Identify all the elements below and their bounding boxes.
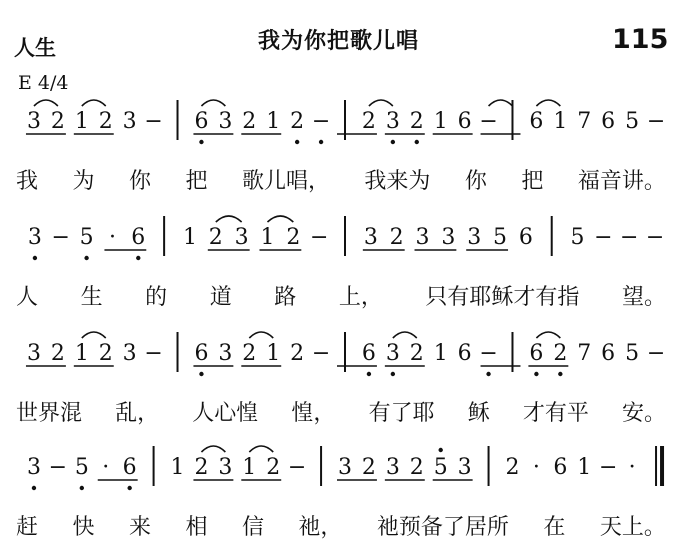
note: 2	[50, 341, 65, 366]
note: 5	[625, 109, 640, 134]
slur	[201, 446, 225, 452]
octave-dot-below	[199, 372, 203, 376]
note: ·	[108, 225, 116, 250]
note: 5	[493, 225, 508, 250]
note: 6	[529, 109, 544, 134]
note: 3	[26, 455, 41, 480]
page-number: 115	[612, 24, 669, 55]
note: 2	[409, 455, 424, 480]
note: 2	[242, 109, 257, 134]
note: 2	[266, 455, 281, 480]
note: 2	[389, 225, 404, 250]
lyric-word: 道	[209, 285, 232, 310]
note: ·	[628, 455, 636, 480]
note: −	[598, 455, 618, 480]
note: −	[144, 109, 163, 134]
note: −	[311, 109, 331, 134]
note: 3	[27, 225, 42, 250]
note: 3	[441, 225, 456, 250]
note: 3	[26, 109, 41, 134]
lyric-word: 生	[80, 285, 103, 310]
lyric-word: 上，	[338, 285, 383, 310]
note: 2	[409, 109, 424, 134]
lyric-word: 的	[145, 285, 168, 310]
note: 3	[218, 341, 233, 366]
note: 3	[218, 455, 233, 480]
note: ·	[102, 455, 110, 480]
note: 1	[266, 109, 281, 134]
note: 3	[467, 225, 482, 250]
note: 3	[457, 455, 472, 480]
lyric-word: 人	[16, 285, 39, 310]
note: −	[309, 225, 329, 250]
lyric-word: 路	[274, 285, 297, 310]
lyric-word: 福音讲。	[577, 169, 666, 194]
section-label: 人生	[14, 36, 56, 60]
note: 2	[194, 455, 209, 480]
lyric-word: 快	[72, 515, 95, 540]
octave-dot-below	[199, 140, 203, 144]
note: −	[479, 341, 498, 366]
lyric-word: 只有耶稣才有指	[425, 285, 580, 310]
slur	[249, 446, 273, 452]
slur	[489, 100, 513, 106]
note: 5	[74, 455, 89, 480]
lyric-word: 望。	[621, 285, 666, 310]
note: 5	[433, 455, 448, 480]
lyric-word: 赶	[16, 515, 39, 540]
octave-dot-below	[33, 256, 37, 260]
note: 2	[286, 225, 301, 250]
slur	[393, 332, 417, 338]
slur	[536, 332, 560, 338]
slur	[34, 100, 58, 106]
note: 2	[505, 455, 520, 480]
note: 3	[338, 455, 352, 480]
note: −	[594, 225, 613, 250]
note: −	[48, 455, 68, 480]
octave-dot-above	[439, 448, 443, 452]
note: −	[287, 455, 307, 480]
note: 3	[385, 109, 400, 134]
octave-dot-below	[80, 486, 84, 490]
note: 5	[79, 225, 94, 250]
octave-dot-below	[415, 140, 419, 144]
note: 6	[601, 341, 616, 366]
lyric-line-3	[16, 396, 666, 427]
note: 1	[182, 225, 197, 250]
note: 2	[290, 341, 305, 366]
note: 1	[553, 109, 568, 134]
lyric-word: 来	[128, 515, 151, 540]
lyric-word: 信	[241, 515, 264, 540]
note: 3	[122, 341, 137, 366]
note: 3	[234, 225, 249, 250]
note: 6	[553, 455, 568, 480]
song-title: 我为你把歌儿唱	[258, 29, 420, 54]
note: 2	[361, 455, 376, 480]
slur	[82, 332, 106, 338]
note: 6	[457, 341, 472, 366]
lyric-word: 稣	[467, 401, 490, 426]
lyric-word: 把	[185, 169, 208, 194]
note: 3	[385, 341, 400, 366]
octave-dot-below	[391, 140, 395, 144]
note: 2	[290, 109, 305, 134]
note: −	[479, 109, 498, 134]
note: 7	[577, 341, 592, 366]
note: 6	[518, 225, 533, 250]
note: −	[646, 341, 666, 366]
note: −	[51, 225, 70, 250]
slur	[216, 216, 242, 222]
note: 6	[122, 455, 137, 480]
lyric-word: 歌儿唱，	[241, 169, 330, 194]
lyric-line-4	[16, 510, 666, 541]
lyric-word: 相	[185, 515, 208, 540]
note: 1	[433, 109, 448, 134]
lyric-line-1	[16, 164, 666, 195]
lyric-word: 惶，	[291, 401, 336, 426]
note: 1	[266, 341, 281, 366]
note: 3	[363, 225, 378, 250]
octave-dot-below	[84, 256, 88, 260]
note: 6	[131, 225, 146, 250]
note: 5	[570, 225, 585, 250]
note: 2	[242, 341, 257, 366]
note: 2	[98, 109, 113, 134]
lyric-word: 安。	[621, 401, 666, 426]
note: 6	[194, 341, 209, 366]
note: −	[620, 225, 639, 250]
note: 2	[409, 341, 424, 366]
lyric-word: 我	[16, 169, 39, 194]
lyric-word: 祂预备了居所	[376, 515, 509, 540]
octave-dot-below	[136, 256, 140, 260]
note: 1	[74, 341, 89, 366]
note: −	[144, 341, 163, 366]
note: 2	[208, 225, 223, 250]
octave-dot-below	[486, 372, 490, 376]
note: 2	[50, 109, 65, 134]
note: 3	[415, 225, 430, 250]
note: 6	[361, 341, 376, 366]
octave-dot-below	[534, 372, 538, 376]
note: 6	[601, 109, 616, 134]
note: 1	[260, 225, 275, 250]
note: 1	[242, 455, 257, 480]
note: 5	[625, 341, 640, 366]
note: 1	[74, 109, 89, 134]
note: 3	[218, 109, 233, 134]
slur	[249, 332, 273, 338]
note: 3	[122, 109, 137, 134]
note: 6	[457, 109, 472, 134]
slur	[82, 100, 106, 106]
note: 1	[170, 455, 185, 480]
lyric-word: 天上。	[599, 515, 666, 540]
octave-dot-below	[127, 486, 131, 490]
note: 3	[385, 455, 400, 480]
lyric-word: 为	[72, 169, 95, 194]
lyric-word: 把	[521, 169, 544, 194]
note: 7	[577, 109, 592, 134]
lyric-word: 乱，	[115, 401, 160, 426]
key-signature: E 4/4	[18, 72, 69, 94]
note: −	[645, 225, 665, 250]
note: 2	[361, 109, 376, 134]
slur	[267, 216, 293, 222]
slur	[536, 100, 560, 106]
octave-dot-below	[391, 372, 395, 376]
lyric-word: 世界混	[16, 401, 83, 426]
note: 3	[26, 341, 41, 366]
octave-dot-below	[319, 140, 323, 144]
note: −	[646, 109, 666, 134]
octave-dot-below	[32, 486, 36, 490]
lyric-word: 你	[128, 169, 151, 194]
slur	[369, 100, 393, 106]
note: 6	[194, 109, 209, 134]
lyric-word: 我来为	[364, 169, 431, 194]
note: −	[311, 341, 331, 366]
note: 1	[433, 341, 448, 366]
lyric-word: 才有平	[522, 401, 589, 426]
lyric-word: 人心惶	[192, 401, 259, 426]
lyric-word: 在	[543, 515, 566, 540]
note: 1	[577, 455, 592, 480]
note: 2	[553, 341, 568, 366]
octave-dot-below	[558, 372, 562, 376]
lyric-line-2	[16, 280, 666, 311]
octave-dot-below	[295, 140, 299, 144]
slur	[201, 100, 225, 106]
octave-dot-below	[367, 372, 371, 376]
lyric-word: 有了耶	[368, 401, 435, 426]
note: ·	[532, 455, 540, 480]
lyric-word: 祂，	[298, 515, 343, 540]
note: 2	[98, 341, 113, 366]
note: 6	[529, 341, 544, 366]
lyric-word: 你	[464, 169, 487, 194]
